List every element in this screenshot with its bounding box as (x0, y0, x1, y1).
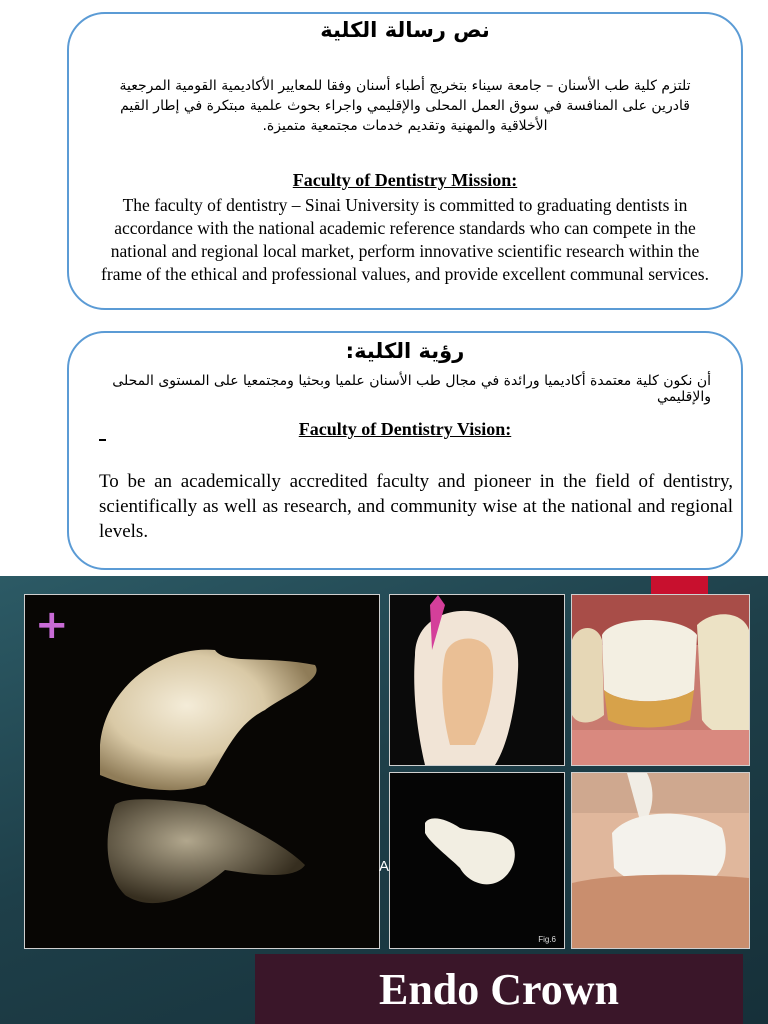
tooth-section-illustration (390, 595, 564, 765)
mission-arabic-title: نص رسالة الكلية (320, 18, 490, 42)
vision-arabic-text: أن نكون كلية معتمدة أكاديميا ورائدة في مجال طب الأسنان علميا وبحثيا ومجتمعيا على المستوى المحلى والإقليمي (112, 373, 711, 405)
vision-arabic-title: رؤية الكلية: (345, 339, 465, 363)
crown-fig-photo (389, 772, 565, 949)
vision-english-text: To be an academically accredited faculty and pioneer in the field of dentistry, scientifically as well as research, and community wise at the national and regional levels. (99, 471, 733, 542)
crown-illustration (25, 595, 379, 948)
figure-label: Fig.6 (538, 935, 556, 944)
red-accent-tab (651, 576, 708, 594)
mission-english-heading: Faculty of Dentistry Mission: (292, 170, 518, 190)
intraoral-photo (571, 594, 750, 766)
plus-icon: + (35, 602, 69, 648)
endo-crown-gallery (0, 576, 768, 1024)
mission-english-text: The faculty of dentistry – Sinai University is committed to graduating dentists in accordance with the national academic reference standards who can compete in the national and regional local market, perform innovative scientific research within the frame of the ethical and professional values, and provide excellent communal services. (101, 195, 709, 284)
mission-arabic-text: تلتزم كلية طب الأسنان – جامعة سيناء بتخريج أطباء أسنان وفقا للمعايير الأكاديمية القومية المرجعية قادرين على المنافسة في سوق العمل المحلى والإقليمي واجراء بحوث علمية مبتكرة في إطار القيم الأخلاقية والمهنية وتقديم خدمات مجتمعية متميزة. (119, 78, 691, 134)
vision-english-heading: Faculty of Dentistry Vision: (298, 419, 512, 439)
banner-title: Endo Crown (378, 964, 620, 1014)
intraoral-illustration (572, 595, 749, 765)
crown-photo-large (24, 594, 380, 949)
crown-fig-illustration (390, 773, 564, 948)
stray-letter: A (379, 858, 390, 875)
mission-box (67, 12, 743, 310)
model-crown-photo (571, 772, 750, 949)
vision-box (67, 331, 743, 570)
tooth-section-photo (389, 594, 565, 766)
model-crown-illustration (572, 773, 749, 948)
title-banner (255, 954, 743, 1024)
